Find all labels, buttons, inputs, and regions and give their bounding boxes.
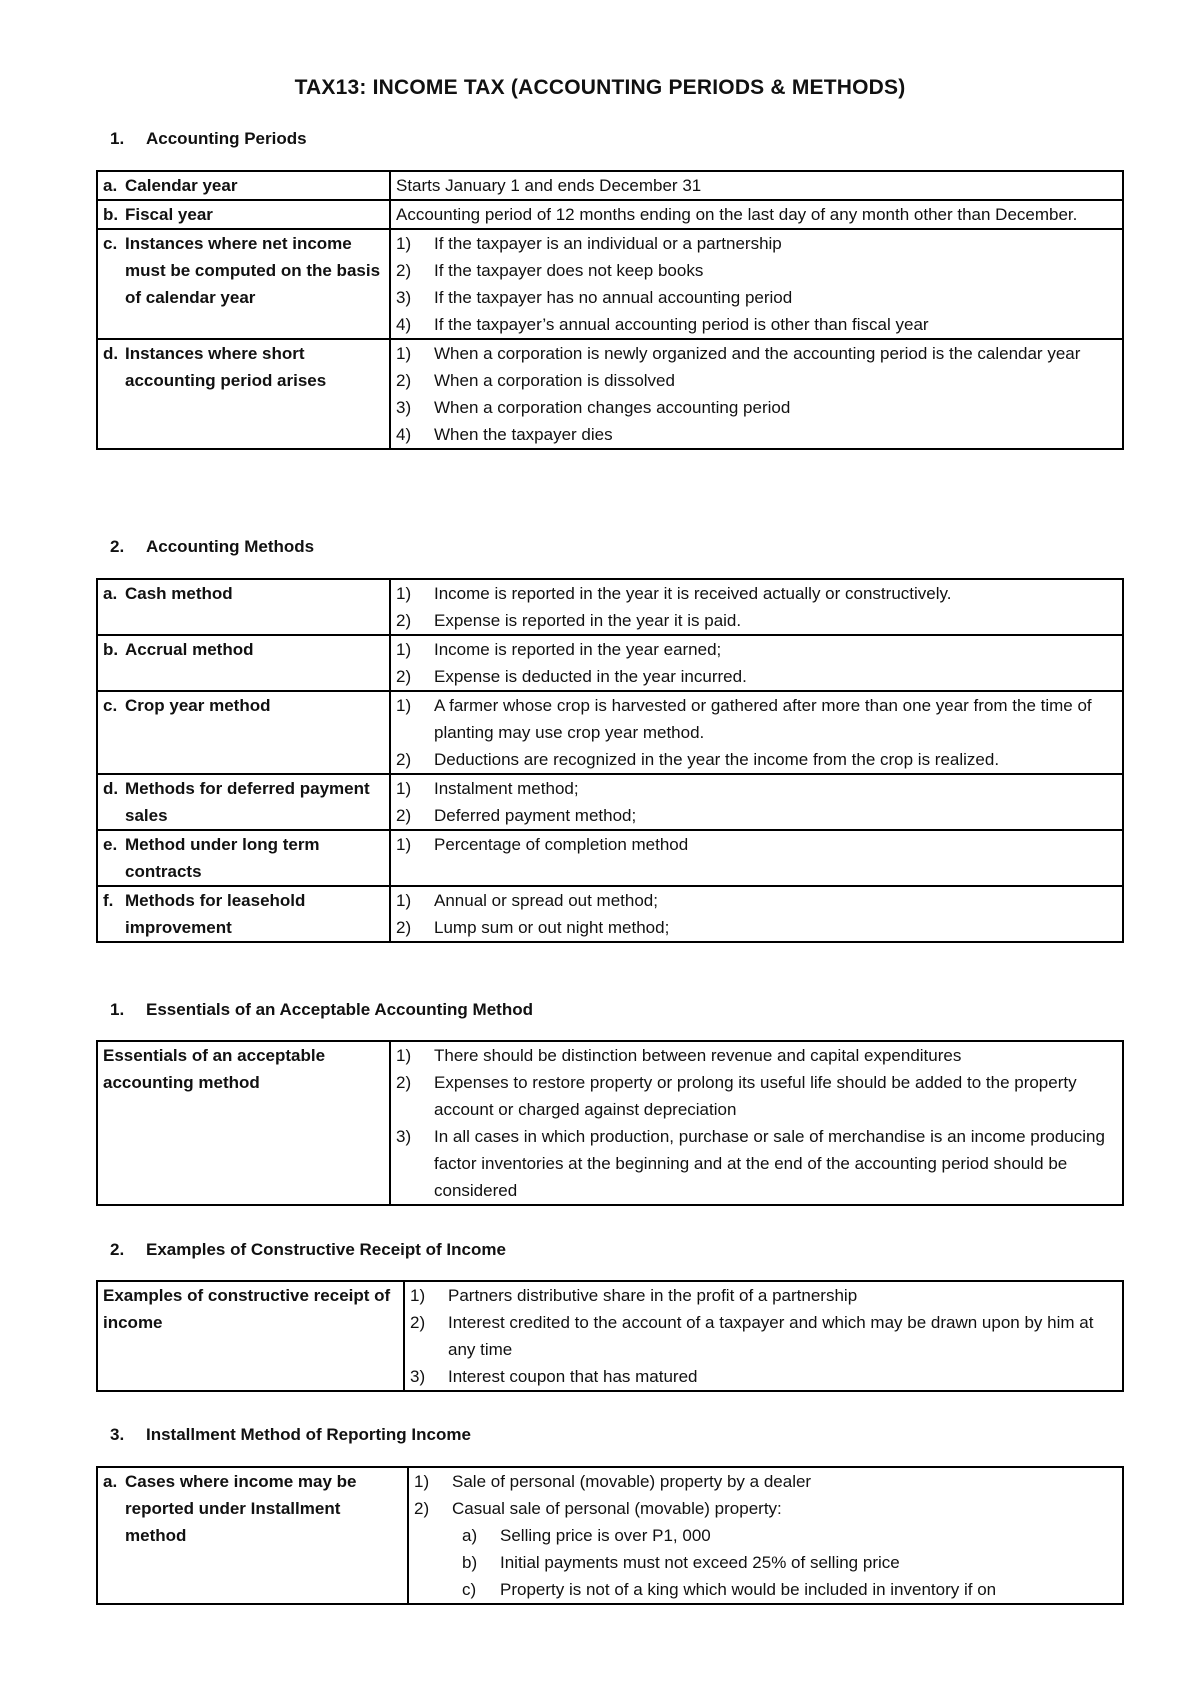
list-item: 4) When the taxpayer dies <box>396 425 613 444</box>
list-subitem: a) Selling price is over P1, 000 <box>462 1526 711 1545</box>
table-row: c. Crop year method 1) A farmer whose crop is harvested or gathered after more than one year from the time of planting may use crop year method. 2) Deductions are recognized in the year the income from the crop is realized. <box>97 691 1123 774</box>
list-item: 2) Expense is deducted in the year incurred. <box>396 667 747 686</box>
table-row <box>97 1041 1123 1205</box>
list-item: 2) Expense is reported in the year it is paid. <box>396 611 742 630</box>
row-label: Accrual method <box>125 640 254 659</box>
row-label: Examples of constructive receipt of income <box>97 1281 404 1391</box>
table-row: b. Accrual method 1) Income is reported in the year earned; 2) Expense is deducted in the year incurred. <box>97 635 1123 691</box>
list-item: 1) Income is reported in the year it is received actually or constructively. <box>396 584 952 603</box>
row-label: Methods for deferred payment sales <box>125 779 370 825</box>
table-row <box>97 1281 1123 1391</box>
list-item: 1) Percentage of completion method <box>396 835 689 854</box>
table-row: a. Cases where income may be reported under Installment method 1) Sale of personal (movable) property by a dealer 2) Casual sale of personal (movable) property: a) Selling price is over P1, 000 b) Initial payments must not exceed 25% of selling price c) Property is not of a king which would be included in inventory if on <box>97 1467 1123 1604</box>
table-row: d. Methods for deferred payment sales 1) Instalment method; 2) Deferred payment method; <box>97 774 1123 830</box>
list-item: 1) A farmer whose crop is harvested or gathered after more than one year from the time of planting may use crop year method. <box>396 696 1092 742</box>
list-item: 1) Income is reported in the year earned; <box>396 640 722 659</box>
list-item: 2) Interest credited to the account of a taxpayer and which may be drawn upon by him at any time <box>410 1313 1094 1359</box>
list-item: 3) In all cases in which production, purchase or sale of merchandise is an income producing factor inventories at the beginning and at the end of the accounting period should be considered <box>396 1127 1105 1200</box>
list-item: 1) When a corporation is newly organized and the accounting period is the calendar year <box>396 344 1081 363</box>
accounting-methods-table <box>96 578 1124 943</box>
row-label: Method under long term contracts <box>125 835 320 881</box>
section-heading-constructive-receipt: 2. Examples of Constructive Receipt of Income <box>110 1240 506 1259</box>
row-label: Fiscal year <box>125 205 213 224</box>
section-heading-accounting-periods: 1. Accounting Periods <box>110 129 307 148</box>
accounting-periods-table <box>96 170 1124 450</box>
page-title: TAX13: INCOME TAX (ACCOUNTING PERIODS & METHODS) <box>294 76 906 99</box>
list-item: 1) Sale of personal (movable) property by a dealer <box>414 1472 812 1491</box>
row-text: Starts January 1 and ends December 31 <box>390 171 1123 200</box>
list-item: 1) If the taxpayer is an individual or a partnership <box>396 234 782 253</box>
table-row: a. Calendar year Starts January 1 and ends December 31 <box>97 171 1123 200</box>
list-item: 1) There should be distinction between revenue and capital expenditures <box>396 1046 962 1065</box>
list-item: 2) Casual sale of personal (movable) property: <box>414 1499 782 1518</box>
table-row: f. Methods for leasehold improvement 1) Annual or spread out method; 2) Lump sum or out night method; <box>97 886 1123 942</box>
row-label: Calendar year <box>125 176 238 195</box>
list-subitem: b) Initial payments must not exceed 25% of selling price <box>462 1553 900 1572</box>
section-heading-essentials: 1. Essentials of an Acceptable Accounting Method <box>110 1000 533 1019</box>
list-item: 1) Instalment method; <box>396 779 579 798</box>
list-item: 3) Interest coupon that has matured <box>410 1367 698 1386</box>
list-subitem: c) Property is not of a king which would be included in inventory if on <box>462 1580 997 1599</box>
list-item: 2) When a corporation is dissolved <box>396 371 675 390</box>
table-row: c. Instances where net income must be computed on the basis of calendar year 1) If the taxpayer is an individual or a partnership 2) If the taxpayer does not keep books 3) If the taxpayer has no annual accounting period 4) If the taxpayer’s annual accounting period is other than fiscal year <box>97 229 1123 339</box>
row-label: Essentials of an acceptable accounting method <box>97 1041 390 1205</box>
section-heading-installment: 3. Installment Method of Reporting Income <box>110 1425 471 1444</box>
table-row: d. Instances where short accounting period arises 1) When a corporation is newly organized and the accounting period is the calendar year 2) When a corporation is dissolved 3) When a corporation changes accounting period 4) When the taxpayer dies <box>97 339 1123 449</box>
section-heading-accounting-methods: 2. Accounting Methods <box>110 537 315 556</box>
list-item: 1) Partners distributive share in the profit of a partnership <box>410 1286 858 1305</box>
table-row: a. Cash method 1) Income is reported in the year it is received actually or constructively. 2) Expense is reported in the year it is paid. <box>97 579 1123 635</box>
row-label: Instances where net income must be computed on the basis of calendar year <box>125 234 381 307</box>
row-label: Instances where short accounting period arises <box>125 344 327 390</box>
list-item: 3) When a corporation changes accounting period <box>396 398 791 417</box>
list-item: 4) If the taxpayer’s annual accounting period is other than fiscal year <box>396 315 929 334</box>
installment-table <box>96 1466 1124 1605</box>
list-item: 2) Deductions are recognized in the year the income from the crop is realized. <box>396 750 1000 769</box>
table-row: e. Method under long term contracts 1) Percentage of completion method <box>97 830 1123 886</box>
constructive-receipt-table <box>96 1280 1124 1392</box>
list-item: 3) If the taxpayer has no annual accounting period <box>396 288 793 307</box>
row-label: Crop year method <box>125 696 271 715</box>
list-item: 2) Deferred payment method; <box>396 806 637 825</box>
row-text: Accounting period of 12 months ending on the last day of any month other than December. <box>390 200 1123 229</box>
row-label: Cases where income may be reported under Installment method <box>125 1472 357 1545</box>
list-item: 2) Expenses to restore property or prolong its useful life should be added to the property account or charged against depreciation <box>396 1073 1077 1119</box>
list-item: 2) If the taxpayer does not keep books <box>396 261 704 280</box>
table-row: b. Fiscal year Accounting period of 12 months ending on the last day of any month other than December. <box>97 200 1123 229</box>
row-label: Methods for leasehold improvement <box>125 891 306 937</box>
row-label: Cash method <box>125 584 233 603</box>
list-item: 2) Lump sum or out night method; <box>396 918 670 937</box>
essentials-table <box>96 1040 1124 1206</box>
list-item: 1) Annual or spread out method; <box>396 891 658 910</box>
